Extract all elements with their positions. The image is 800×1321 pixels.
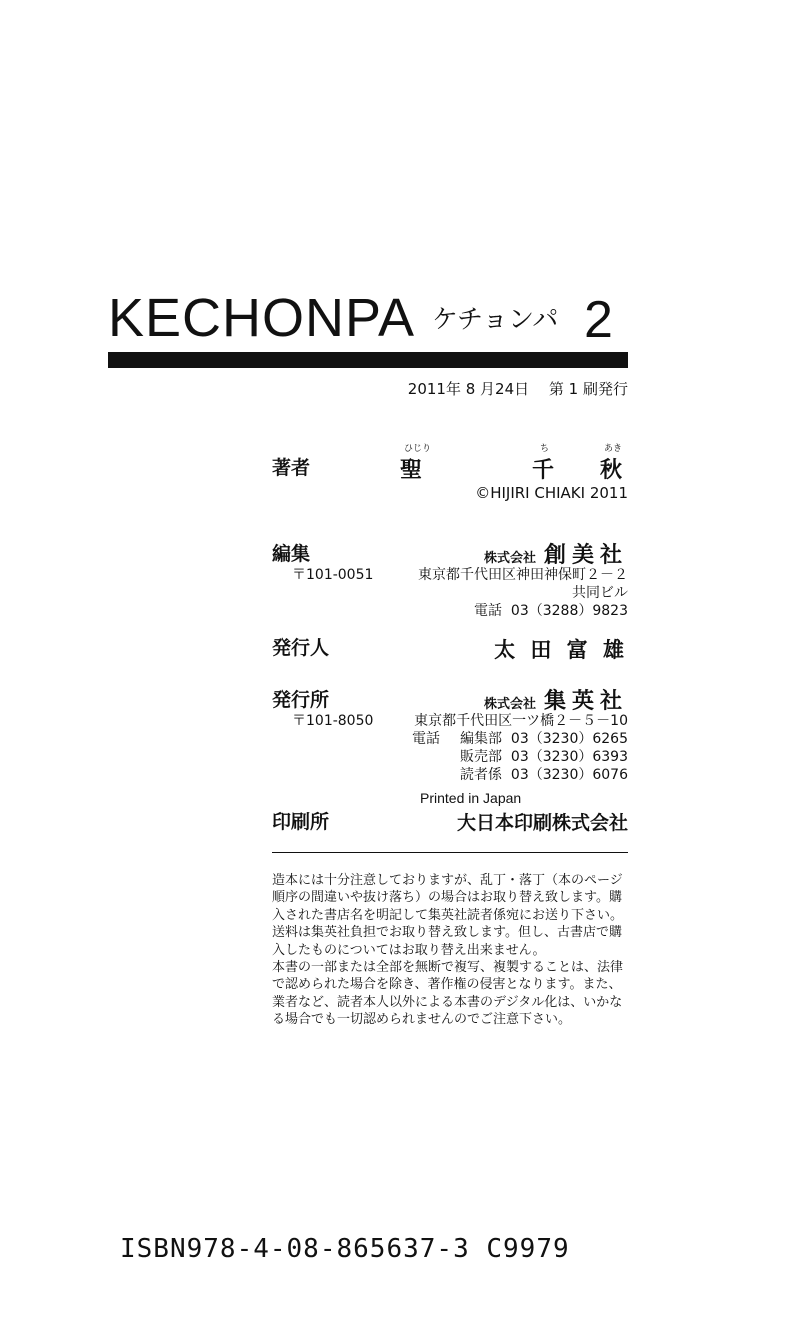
author-char-2: 千	[532, 458, 555, 483]
title-rule	[108, 352, 628, 368]
editor-building: 共同ビル	[572, 585, 628, 601]
editor-label: 編集	[272, 543, 311, 565]
author-char-1: 聖	[400, 458, 423, 483]
editor-phone: 03（3288）9823	[510, 603, 628, 619]
publisher-person-label: 発行人	[272, 637, 330, 659]
notice-paragraph-2: 本書の一部または全部を無断で複写、複製することは、法律で認められた場合を除き、著作権の侵害となります。また、業者など、読者本人以外による本書のデジタル化は、いかなる場合でも一切認められませんのでご注意下さい。	[272, 960, 624, 1028]
divider	[272, 852, 628, 853]
notice-paragraph-1: 造本には十分注意しておりますが、乱丁・落丁（本のページ順序の間違いや抜け落ち）の場合はお取り替え致します。購入された書店名を明記して集英社読者係宛にお送り下さい。送料は集英社負担でお取り替え致します。但し、古書店で購入したものについてはお取り替え出来ません。	[272, 873, 624, 958]
notice	[272, 872, 632, 1029]
publisher-phone-1	[460, 730, 628, 748]
phone-dept: 編集部	[460, 731, 503, 747]
phone-dept: 読者係	[460, 767, 503, 783]
publisher-postal: 〒101-8050	[292, 713, 374, 729]
publisher-name: 集英社	[543, 689, 628, 714]
phone-number: 03（3230）6393	[510, 749, 628, 765]
author-char-3: 秋	[600, 458, 623, 483]
title-kana: ケチョンパ	[432, 305, 559, 335]
editor-name: 創美社	[543, 543, 628, 568]
editor-company	[484, 538, 628, 569]
printer-label: 印刷所	[272, 811, 330, 833]
publisher-person-name: 太 田 富 雄	[494, 638, 628, 662]
publisher-phone-3	[460, 766, 628, 784]
title-main: KECHONPA	[108, 288, 416, 348]
author-ruby-3: あき	[604, 444, 623, 454]
phone-number: 03（3230）6265	[510, 731, 628, 747]
phone-dept: 販売部	[460, 749, 503, 765]
author-ruby-2: ち	[540, 444, 550, 454]
publisher-company	[484, 684, 628, 715]
publisher-corp-type: 株式会社	[483, 697, 536, 712]
publisher-address: 東京都千代田区一ツ橋２－５－10	[414, 713, 628, 729]
copyright: ©HIJIRI CHIAKI 2011	[475, 484, 628, 502]
editor-phone-line	[474, 602, 628, 620]
publication-date: 2011年 8 月24日 第 1 刷発行	[407, 380, 628, 398]
author-label: 著者	[272, 457, 311, 479]
author-name	[396, 444, 628, 484]
phone-number: 03（3230）6076	[510, 767, 628, 783]
editor-phone-label: 電話	[474, 603, 503, 619]
editor-address: 東京都千代田区神田神保町２－２	[418, 567, 628, 583]
author-ruby-1: ひじり	[404, 444, 432, 454]
publisher-phone-2	[460, 748, 628, 766]
publisher-label: 発行所	[272, 689, 330, 711]
printer-name: 大日本印刷株式会社	[456, 812, 628, 834]
publisher-phone-label: 電話	[412, 731, 440, 747]
volume-number: 2	[584, 291, 613, 349]
editor-postal: 〒101-0051	[292, 567, 374, 583]
editor-corp-type: 株式会社	[483, 551, 536, 566]
isbn: ISBN978-4-08-865637-3 C9979	[120, 1234, 570, 1264]
printed-in: Printed in Japan	[420, 790, 522, 806]
